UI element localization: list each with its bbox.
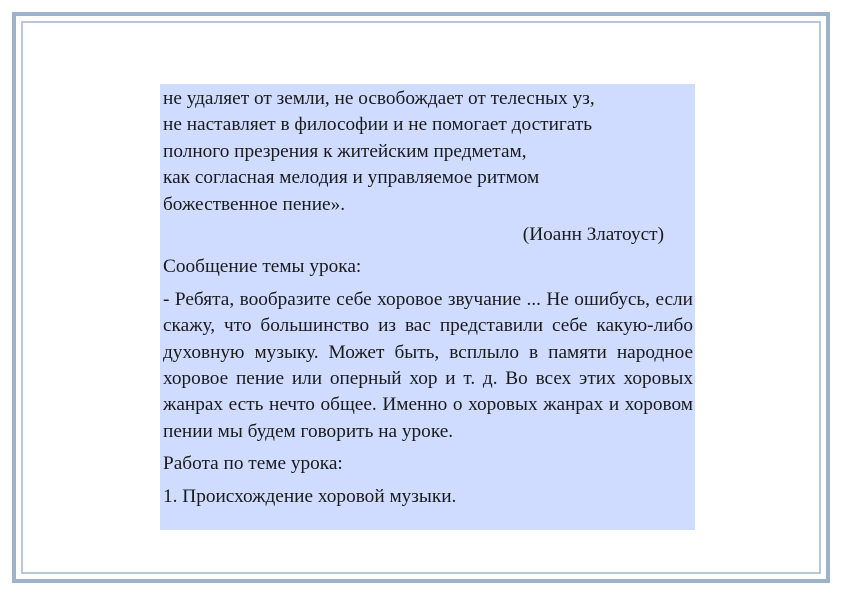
work-heading: Работа по теме урока:: [163, 453, 343, 475]
quote-line: не наставляет в философии и не помогает достигать: [163, 114, 593, 136]
quote-line: полного презрения к житейским предметам,: [163, 140, 527, 162]
section-heading-1: 1. Происхождение хоровой музыки.: [163, 485, 457, 507]
topic-paragraph: - Ребята, вообразите себе хоровое звучание ... Не ошибусь, если скажу, что большинство из вас представили себе какую-либо духовную музыку. Может быть, всплыло в памяти народное хоровое пение или оперный хор и т. д. Во всех этих хоровых жанрах есть нечто общее. Именно о хоровых жанрах и хоровом пении мы будем говорить на уроке.: [163, 288, 693, 442]
quote-line: не удаляет от земли, не освобождает от телесных уз,: [163, 88, 595, 109]
lesson-text-block: [160, 84, 695, 530]
topic-heading: Сообщение темы урока:: [163, 256, 362, 278]
quote-line: божественное пение».: [163, 193, 346, 215]
quote-author: (Иоанн Златоуст): [522, 223, 664, 245]
quote-line: как согласная мелодия и управляемое ритмом: [163, 167, 540, 189]
